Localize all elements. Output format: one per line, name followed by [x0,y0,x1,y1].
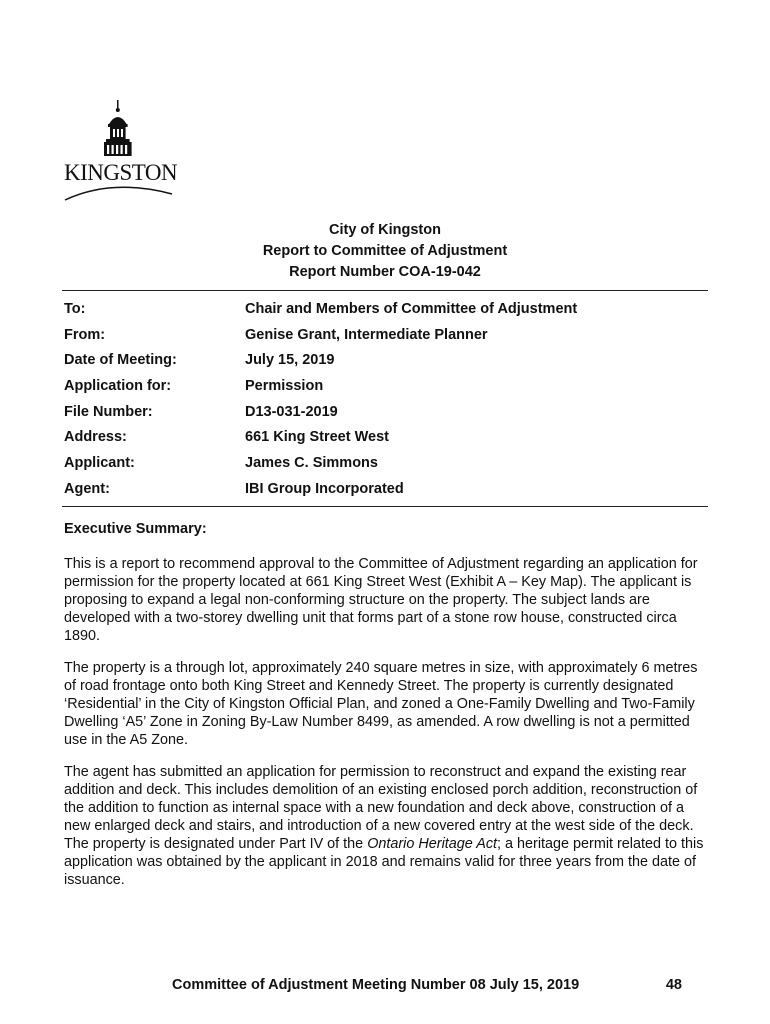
meta-value: James C. Simmons [245,454,378,471]
meta-rule [62,506,708,507]
logo-wordmark: KINGSTON [64,160,178,185]
meta-row-file-number [64,399,704,425]
kingston-logo [62,98,174,204]
meta-value: July 15, 2019 [245,352,335,369]
header-rule [62,290,708,291]
meta-row-to [64,296,704,322]
header-report-number: Report Number COA-19-042 [289,264,481,280]
meta-value: Permission [245,377,324,394]
meta-label: Agent: [64,480,110,497]
page-number: 48 [665,977,682,993]
meta-value: IBI Group Incorporated [245,480,404,497]
header-city: City of Kingston [329,222,441,238]
meta-row-agent [64,476,704,502]
meta-row-application [64,373,704,399]
meta-row-date [64,347,704,373]
summary-body [64,555,712,903]
meta-label: Address: [64,429,127,446]
meta-row-from [64,322,704,348]
report-header [0,220,770,283]
paragraph-text: The agent has submitted an application for permission to reconstruct and expand the existing rear addition and deck. This includes demolition of an existing enclosed porch addition, reconstruction of the addition to function as internal space with a new foundation and deck above, construction of a new enlarged deck and stairs, and introduction of a new covered entry at the west side of the deck. The property is designated under Part IV of the [64,764,698,852]
meta-label: File Number: [64,403,153,420]
meta-value: Genise Grant, Intermediate Planner [245,326,488,343]
meta-label: Date of Meeting: [64,352,177,369]
paragraph-text: ; a heritage permit related to this application was obtained by the applicant in 2018 and remains valid for three years from the date of issuance. [64,836,704,888]
meta-value: D13-031-2019 [245,403,338,420]
act-title: Ontario Heritage Act [367,836,498,852]
header-report-title: Report to Committee of Adjustment [262,243,508,259]
meta-label: To: [64,300,86,317]
summary-paragraph-3 [64,763,712,889]
meta-row-applicant [64,450,704,476]
meta-value: 661 King Street West [245,429,389,446]
page-footer [172,977,682,993]
report-meta-table [64,296,704,502]
summary-paragraph-1: This is a report to recommend approval to the Committee of Adjustment regarding an application for permission for the property located at 661 King Street West (Exhibit A – Key Map). The applicant is proposing to expand a legal non-conforming structure on the property. The subject lands are developed with a two-storey dwelling unit that forms part of a stone row house, constructed circa 1890. [64,556,698,644]
meta-label: Application for: [64,377,172,394]
meta-label: From: [64,326,106,343]
summary-paragraph-2: The property is a through lot, approximately 240 square metres in size, with approximately 6 metres of road frontage onto both King Street and Kennedy Street. The property is currently designated ‘Residential’ in the City of Kingston Official Plan, and zoned a One-Family Dwelling and Two-Family Dwelling ‘A5’ Zone in Zoning By-Law Number 8499, as amended. A row dwelling is not a permitted use in the A5 Zone. [64,660,698,748]
meta-value: Chair and Members of Committee of Adjustment [245,300,578,317]
section-title: Executive Summary: [64,521,207,537]
footer-text: Committee of Adjustment Meeting Number 08 July 15, 2019 [172,977,580,993]
meta-label: Applicant: [64,454,135,471]
meta-row-address [64,424,704,450]
